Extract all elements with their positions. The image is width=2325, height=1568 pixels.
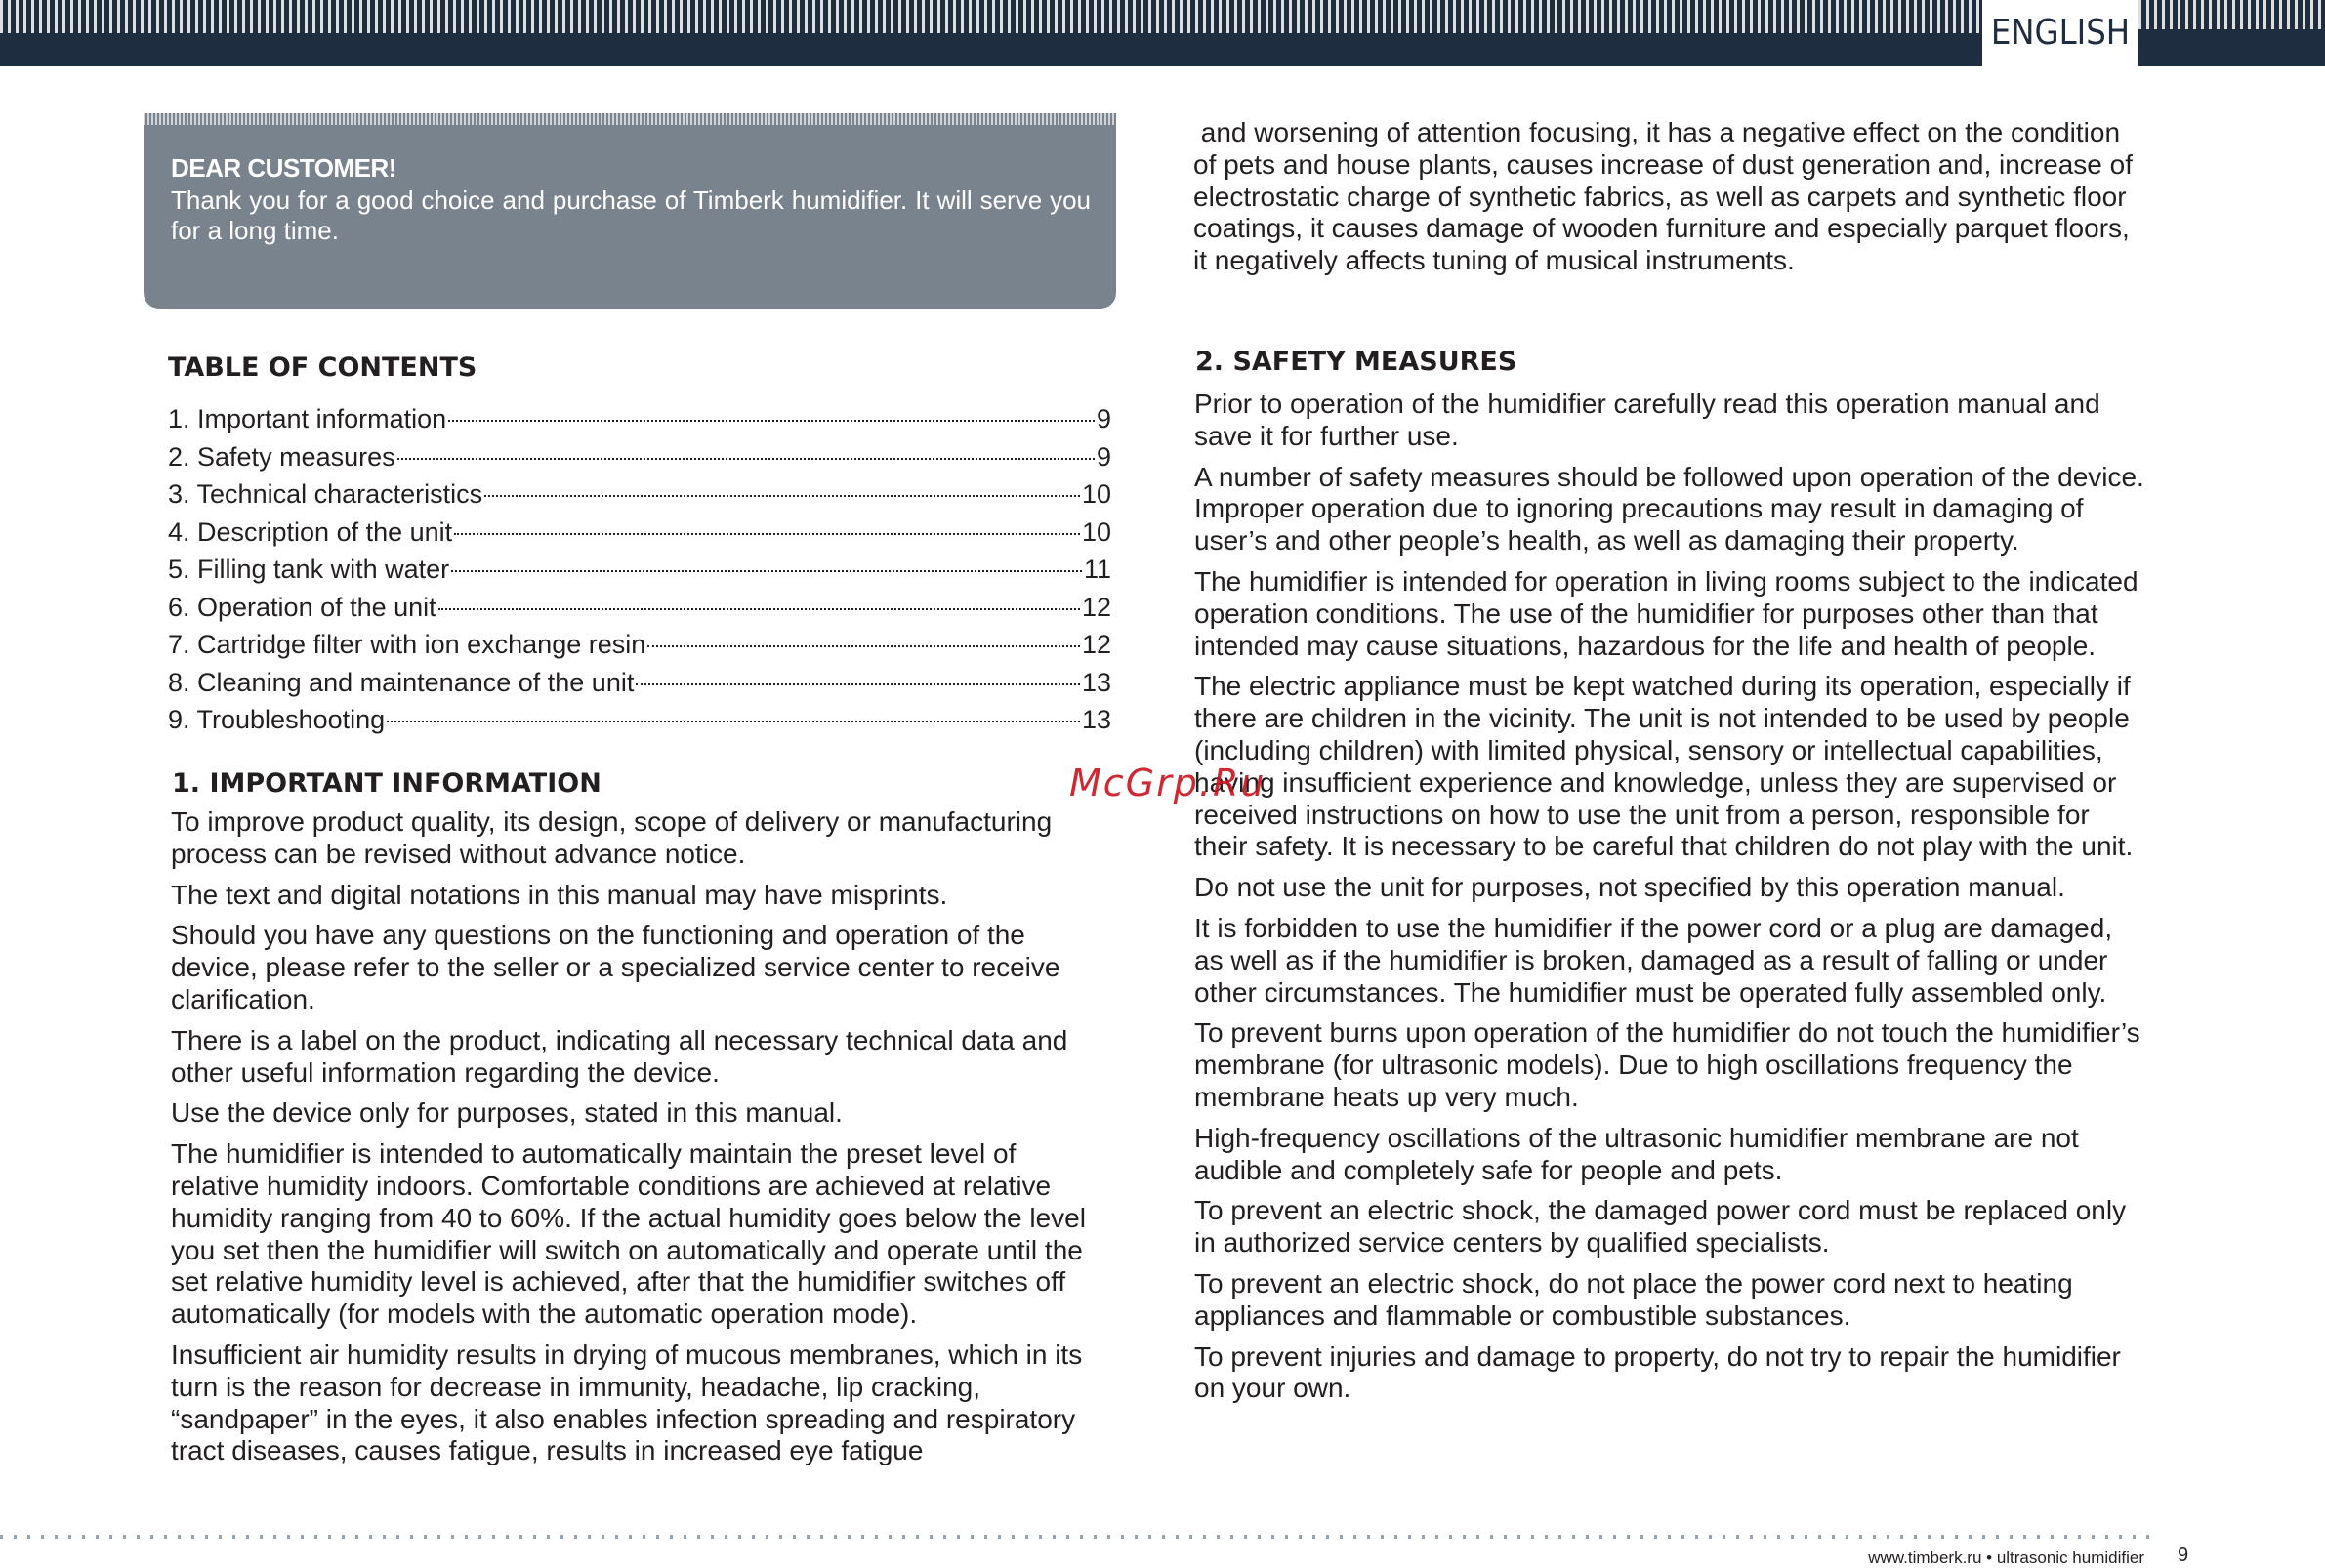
paragraph: The electric appliance must be kept watched during its operation, especially if there are children in the vicinity. The unit is not intended to be used by people (including children) with limited physical, sensory or intellectual capabilities, having insufficient experience and knowledge, unless they are supervised or received instructions on how to use the unit from a person, responsible for their safety. It is necessary to be careful that children do not play with the unit.: [1194, 671, 2134, 862]
paragraph: High-frequency oscillations of the ultrasonic humidifier membrane are not audible and completely safe for people and pets.: [1194, 1122, 2079, 1185]
toc-item-page: 13: [1081, 705, 1111, 734]
toc-item[interactable]: [168, 438, 1111, 476]
top-bar: [0, 0, 2325, 66]
paragraph: The text and digital notations in this manual may have misprints.: [171, 879, 948, 910]
toc-leader: [454, 533, 1080, 535]
safety-measures-title: 2. SAFETY MEASURES: [1195, 347, 1517, 377]
toc-item-label: 7. Cartridge filter with ion exchange resin: [168, 630, 646, 659]
toc-title: TABLE OF CONTENTS: [168, 352, 477, 383]
toc-item[interactable]: [168, 701, 1111, 739]
toc-item[interactable]: [168, 664, 1111, 702]
toc-leader: [397, 458, 1095, 460]
paragraph: To prevent an electric shock, do not place the power cord next to heating appliances and flammable or combustible substances.: [1194, 1267, 2073, 1331]
toc-leader: [647, 645, 1080, 647]
safety-measures-body: [1194, 389, 2146, 1414]
paragraph: Prior to operation of the humidifier carefully read this operation manual and save it for further use.: [1194, 389, 2100, 451]
language-tab: ENGLISH: [1982, 0, 2138, 66]
paragraph: To prevent an electric shock, the damaged power cord must be replaced only in authorized service centers by qualified specialists.: [1194, 1195, 2127, 1259]
toc-leader: [636, 683, 1080, 685]
toc-item-label: 6. Operation of the unit: [168, 592, 436, 622]
toc-item-label: 8. Cleaning and maintenance of the unit: [168, 667, 635, 697]
paragraph: The humidifier is intended to automatically maintain the preset level of relative humidity indoors. Comfortable conditions are achieved at relative humidity ranging from 40 to 60%. If the actual humidity goes below the level you set then the humidifier will switch on automatically and operate until the set relative humidity level is achieved, after that the humidifier switches off automatically (for models with the automatic operation mode).: [171, 1138, 1086, 1330]
table-of-contents: [168, 400, 1111, 739]
toc-item-page: 13: [1081, 667, 1111, 697]
customer-box-title: DEAR CUSTOMER!: [171, 153, 396, 183]
top-bar-stripes-right: [2138, 0, 2325, 29]
footer-dotted-line: [0, 1535, 2158, 1539]
dear-customer-box: [144, 113, 1116, 309]
important-information-body: [171, 806, 1108, 1476]
page-number: 9: [2178, 1545, 2189, 1566]
toc-leader: [451, 570, 1082, 572]
toc-leader: [387, 721, 1080, 722]
toc-item[interactable]: [168, 626, 1111, 664]
toc-item[interactable]: [168, 514, 1111, 552]
customer-box-text: Thank you for a good choice and purchase of Timberk humidifier. It will serve you for a long time.: [171, 186, 1091, 245]
toc-item-label: 9. Troubleshooting: [168, 705, 386, 734]
toc-item-page: 11: [1083, 555, 1111, 584]
toc-item-page: 9: [1096, 404, 1111, 433]
paragraph: To prevent burns upon operation of the humidifier do not touch the humidifier’s membrane (for ultrasonic models). Due to high oscillations frequency the membrane heats up very much.: [1194, 1017, 2140, 1112]
paragraph: and worsening of attention focusing, it has a negative effect on the condition of pets and house plants, causes increase of dust generation and, increase of electrostatic charge of synthetic fabrics, as well as carpets and synthetic floor coatings, it causes damage of wooden furniture and especially parquet floors, it negatively affects tuning of musical instruments.: [1193, 117, 2140, 276]
toc-item-page: 10: [1081, 516, 1111, 547]
toc-item-page: 12: [1081, 592, 1111, 622]
toc-item-label: 5. Filling tank with water: [168, 555, 450, 584]
toc-item[interactable]: [168, 400, 1111, 438]
paragraph: The humidifier is intended for operation in living rooms subject to the indicated operation conditions. The use of the humidifier for purposes other than that intended may cause situations, hazardous for the life and health of people.: [1194, 565, 2138, 661]
toc-leader: [448, 420, 1095, 422]
toc-item[interactable]: [168, 551, 1111, 589]
toc-item[interactable]: [168, 475, 1111, 514]
footer-text: www.timberk.ru • ultrasonic humidifier: [1868, 1548, 2144, 1567]
paragraph: It is forbidden to use the humidifier if the power cord or a plug are damaged, as well as if the humidifier is broken, damaged as a result of falling or under other circumstances. The humidifier must be operated fully assembled only.: [1194, 912, 2113, 1008]
toc-leader: [484, 495, 1080, 497]
paragraph: To improve product quality, its design, scope of delivery or manufacturing process can be revised without advance notice.: [171, 806, 1053, 869]
toc-item-page: 9: [1096, 441, 1111, 472]
paragraph: To prevent injuries and damage to property, do not try to repair the humidifier on your own.: [1194, 1341, 2121, 1404]
continued-text-block: [1193, 117, 2145, 286]
paragraph: A number of safety measures should be followed upon operation of the device. Improper operation due to ignoring precautions may result in damaging of user’s and other people’s health, as well as damaging their property.: [1194, 461, 2144, 557]
toc-item[interactable]: [168, 589, 1111, 627]
important-information-title: 1. IMPORTANT INFORMATION: [172, 768, 602, 799]
toc-item-label: 4. Description of the unit: [168, 516, 453, 547]
top-bar-stripes: [0, 0, 1982, 33]
paragraph: Should you have any questions on the functioning and operation of the device, please refer to the seller or a specialized service center to receive clarification.: [171, 920, 1060, 1014]
paragraph: Use the device only for purposes, stated in this manual.: [171, 1097, 843, 1129]
toc-item-label: 2. Safety measures: [168, 441, 395, 472]
paragraph: Insufficient air humidity results in drying of mucous membranes, which in its turn is the reason for decrease in immunity, headache, lip cracking, “sandpaper” in the eyes, it also enables infection spreading and respiratory tract diseases, causes fatigue, results in increased eye fatigue: [171, 1339, 1083, 1466]
watermark-text: McGrp.Ru: [1069, 762, 1266, 805]
paragraph: There is a label on the product, indicating all necessary technical data and other useful information regarding the device.: [171, 1024, 1068, 1088]
toc-item-page: 12: [1081, 630, 1111, 659]
customer-box-dotted-strip: [144, 113, 1116, 125]
toc-item-label: 1. Important information: [168, 404, 447, 433]
toc-item-page: 10: [1081, 479, 1111, 509]
toc-item-label: 3. Technical characteristics: [168, 479, 483, 509]
toc-leader: [438, 608, 1080, 610]
paragraph: Do not use the unit for purposes, not specified by this operation manual.: [1194, 872, 2065, 903]
